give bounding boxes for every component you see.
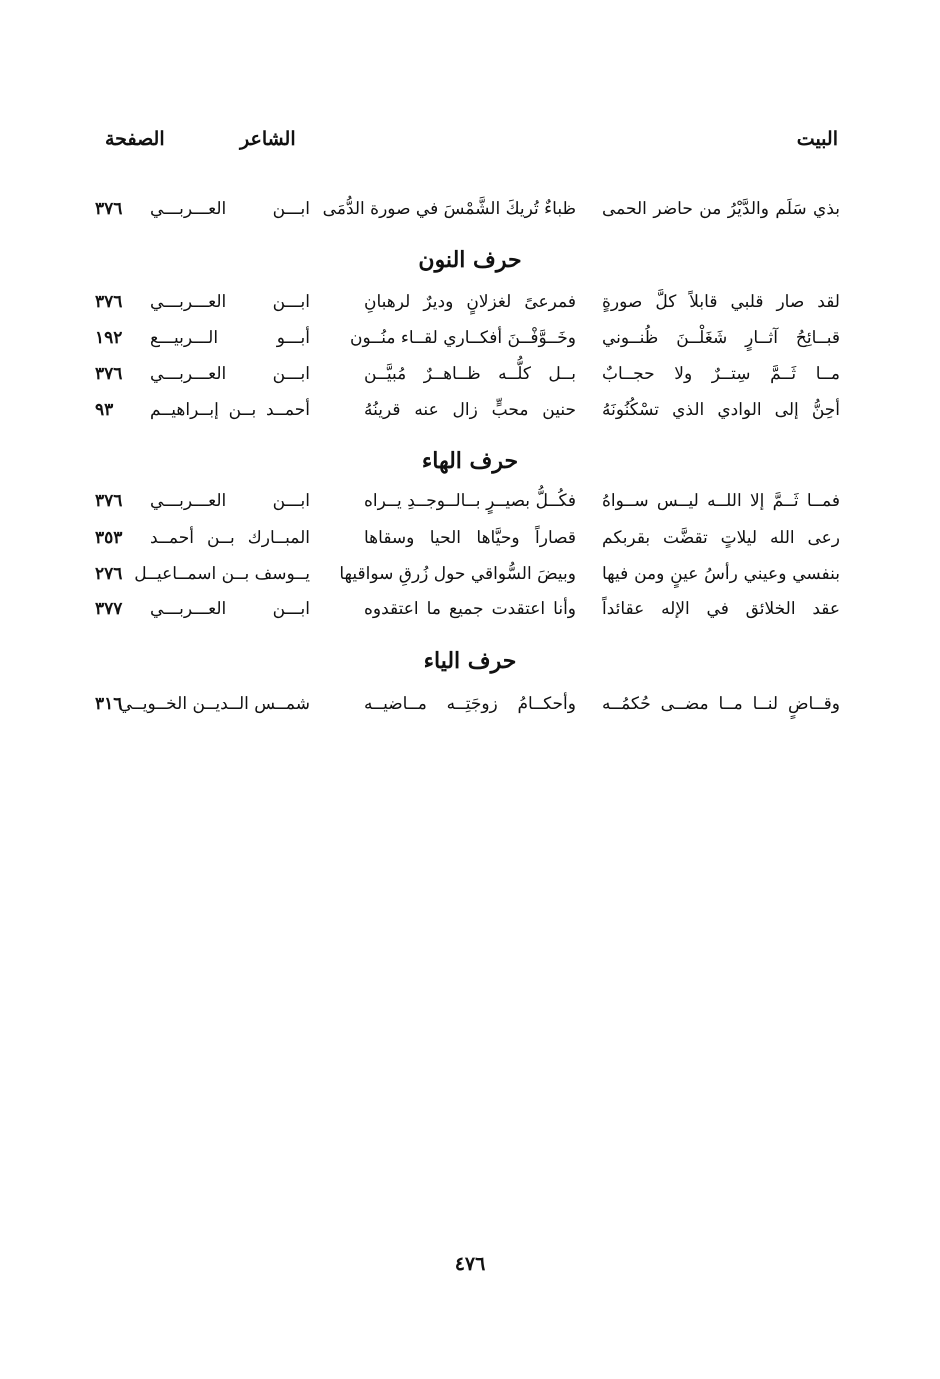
poet-name: يــوسف بــن اسمــاعيــل: [134, 564, 310, 584]
poet-name: ابـــن العـــربـــي: [150, 199, 310, 219]
poet-name: أحمــد بــن إبــراهيــم: [150, 400, 310, 420]
verse-first-hemistich: رعى الله ليلاتٍ تقضَّت بقربكم: [602, 528, 840, 548]
page-ref: ١٩٢: [95, 328, 123, 348]
page-ref: ٣٧٦: [95, 292, 123, 312]
table-row: [0, 199, 940, 229]
verse-second-hemistich: وخَــوَّفْــنَ أفكــاري لقــاء منُــون: [350, 328, 576, 348]
verse-second-hemistich: فكُــلُّ بصيــرٍ بــالــوجــدِ يــراه: [364, 491, 576, 511]
table-row: [0, 292, 940, 322]
page-ref: ٣٥٣: [95, 528, 123, 548]
page-ref: ٩٣: [95, 400, 114, 420]
section-heading-ha: حرف الهاء: [421, 448, 519, 474]
header-page: الصفحة: [105, 128, 165, 150]
verse-first-hemistich: أحِنُّ إلى الوادي الذي تسْكُنُونَهُ: [602, 400, 840, 420]
verse-second-hemistich: وبيضَ السُّواقي حول زُرقِ سواقيها: [339, 564, 576, 584]
page-ref: ٣٧٧: [95, 599, 123, 619]
page-ref: ٣٧٦: [95, 491, 123, 511]
verse-second-hemistich: فمرعىً لغزلانٍ وديرٌ لرهبانِ: [364, 292, 576, 312]
verse-first-hemistich: قبــائِحُ آثــارٍ شَغَلْــنَ ظُنــوني: [602, 328, 840, 348]
table-row: [0, 528, 940, 558]
table-row: [0, 400, 940, 430]
page-number: ٤٧٦: [454, 1253, 486, 1275]
table-row: [0, 364, 940, 394]
page-ref: ٣٧٦: [95, 199, 123, 219]
verse-first-hemistich: مــا ثَــمَّ سِتــرٌ ولا حجــابٌ: [602, 364, 840, 384]
page-ref: ٣٧٦: [95, 364, 123, 384]
verse-second-hemistich: ظباءٌ تُريكَ الشَّمْسَ في صورة الدُّمَى: [322, 199, 576, 219]
verse-second-hemistich: وأحكــامُ زوجَتِــه مــاضيــه: [364, 694, 576, 714]
verse-second-hemistich: حنين محبٍّ زال عنه قرينُهُ: [364, 400, 576, 420]
poet-name: ابـــن العـــربـــي: [150, 491, 310, 511]
verse-first-hemistich: وقــاضٍ لنــا مــا مضــى حُكمُــه: [602, 694, 840, 714]
verse-first-hemistich: فمــا ثَــمَّ إلا اللــه ليــس ســواهُ: [602, 491, 840, 511]
poet-name: أبـــو الـــربيـــع: [150, 328, 310, 348]
section-heading-ya: حرف الياء: [423, 648, 517, 674]
page-ref: ٣١٦: [95, 694, 123, 714]
table-row: [0, 491, 940, 521]
table-row: [0, 694, 940, 724]
verse-first-hemistich: لقد صار قلبي قابلاً كلَّ صورةٍ: [602, 292, 840, 312]
section-heading-nun: حرف النون: [418, 247, 522, 273]
poet-name: ابـــن العـــربـــي: [150, 292, 310, 312]
header-poet: الشاعر: [240, 128, 296, 150]
poet-name: شمــس الــديــن الخــويــي: [118, 694, 310, 714]
poet-name: المبــارك بــن أحمــد: [150, 528, 310, 548]
header-verse: البيت: [796, 128, 838, 150]
verse-second-hemistich: بــل كلُّــه ظــاهــرٌ مُبيَّــن: [364, 364, 576, 384]
table-row: [0, 599, 940, 629]
table-row: [0, 328, 940, 358]
table-row: [0, 564, 940, 594]
verse-second-hemistich: قصاراً وحيَّاها الحيا وسقاها: [364, 528, 576, 548]
verse-first-hemistich: عقد الخلائق في الإله عقائداً: [602, 599, 840, 619]
verse-first-hemistich: بذي سَلَم والدَّيْرُ من حاضر الحمى: [602, 199, 840, 219]
page-ref: ٢٧٦: [95, 564, 123, 584]
verse-second-hemistich: وأنا اعتقدت جميع ما اعتقدوه: [364, 599, 576, 619]
verse-first-hemistich: بنفسي وعيني رأسُ عينٍ ومن فيها: [602, 564, 840, 584]
poet-name: ابـــن العـــربـــي: [150, 364, 310, 384]
poet-name: ابـــن العـــربـــي: [150, 599, 310, 619]
